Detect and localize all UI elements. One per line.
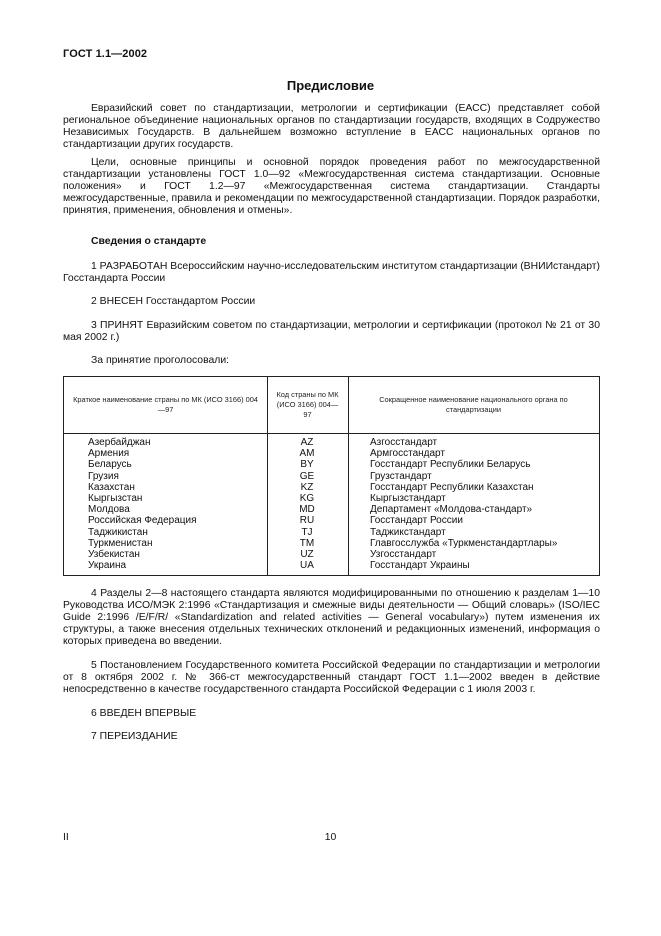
- org-cell: Госстандарт Украины: [370, 560, 470, 572]
- code-cell: BY: [300, 459, 314, 471]
- item-first-introduced: 6 ВВЕДЕН ВПЕРВЫЕ: [91, 708, 197, 719]
- item-modified: 4 Разделы 2—8 настоящего стандарта являются модифицированными по отношению к разделам 1—10 Руководства ИСО/МЭК 2:1996 «Стандартизация и смежные виды деятельности — Общий словарь» (ISO/IEC Guide 2:1996 /E/F/R/ «Standardization and related activities — General vocabulary») путем изменения их структуры, а также внесения отдельных технических отклонений и редакционных изменений, информация о которых приведена во введении.: [63, 588, 600, 648]
- country-cell: Туркменистан: [88, 537, 153, 549]
- country-cell: Казахстан: [88, 481, 135, 493]
- intro-paragraph-2: Цели, основные принципы и основной порядок проведения работ по межгосударственной стандартизации установлены ГОСТ 1.0—92 «Межгосударственная система стандартизации. Основные положения» и ГОСТ 1.2—97 «Межгосударственная система стандартизации. Стандарты межгосударственные, правила и рекомендации по межгосударственной стандартизации. Порядок разработки, принятия, применения, обновления и отмены».: [63, 157, 600, 217]
- item-enacted: 5 Постановлением Государственного комитета Российской Федерации по стандартизации и метрологии от 8 октября 2002 г. № 366-ст межгосударственный стандарт ГОСТ 1.1—2002 введен в действие непосредственно в качестве государственного стандарта Российской Федерации с 1 июля 2003 г.: [63, 660, 600, 696]
- org-cell: Армгосстандарт: [370, 448, 445, 460]
- code-cell: TM: [299, 537, 315, 549]
- item-adopted: 3 ПРИНЯТ Евразийским советом по стандартизации, метрологии и сертификации (протокол № 21 от 30 мая 2002 г.): [63, 320, 600, 344]
- code-cell: KZ: [300, 481, 314, 493]
- intro-paragraph-1: Евразийский совет по стандартизации, метрологии и сертификации (ЕАСС) представляет собой региональное объединение национальных органов по стандартизации государств, входящих в Содружество Независимых Государств. В дальнейшем возможно вступление в ЕАСС национальных органов по стандартизации других государств.: [63, 103, 600, 151]
- code-cell: MD: [299, 504, 315, 516]
- table-header-country: Краткое наименование страны по МК (ИСО 3166) 004—97: [73, 395, 258, 414]
- country-cell: Российская Федерация: [88, 515, 197, 527]
- country-cell: Узбекистан: [88, 548, 140, 560]
- country-cell: Грузия: [88, 470, 119, 482]
- code-cell: GE: [299, 470, 315, 482]
- item-reissue: 7 ПЕРЕИЗДАНИЕ: [91, 731, 178, 742]
- table-header-code: Код страны по МК (ИСО 3166) 004—97: [276, 390, 339, 419]
- country-cell: Молдова: [88, 504, 130, 516]
- code-cell: UA: [300, 560, 314, 572]
- country-cell: Таджикистан: [88, 526, 148, 538]
- table-header-divider: [64, 433, 599, 434]
- org-cell: Департамент «Молдова-стандарт»: [370, 504, 533, 516]
- country-column: [88, 437, 258, 571]
- document-header: ГОСТ 1.1—2002: [63, 48, 148, 60]
- item-introduced: 2 ВНЕСЕН Госстандартом России: [91, 296, 256, 307]
- code-cell: KG: [299, 492, 315, 504]
- country-cell: Кыргызстан: [88, 492, 143, 504]
- table-header-org: Сокращенное наименование национального органа по стандартизации: [379, 395, 568, 414]
- org-column: [370, 437, 598, 571]
- org-cell: Госстандарт России: [370, 515, 463, 527]
- org-cell: Кыргызстандарт: [370, 492, 446, 504]
- country-cell: Азербайджан: [88, 437, 151, 448]
- country-cell: Украина: [88, 560, 127, 572]
- code-cell: AZ: [300, 437, 314, 448]
- code-cell: TJ: [301, 526, 313, 538]
- org-cell: Госстандарт Республики Беларусь: [370, 459, 531, 471]
- org-cell: Грузстандарт: [370, 470, 432, 482]
- code-cell: UZ: [300, 548, 314, 560]
- code-column: [267, 437, 347, 571]
- org-cell: Таджикстандарт: [370, 526, 446, 538]
- country-cell: Беларусь: [88, 459, 132, 471]
- voting-table: [63, 376, 600, 576]
- voted-label: За принятие проголосовали:: [91, 355, 230, 366]
- page-title: Предисловие: [286, 78, 375, 93]
- org-cell: Узгосстандарт: [370, 548, 437, 560]
- footer-roman-page: II: [63, 832, 69, 843]
- section-subtitle: Сведения о стандарте: [91, 236, 207, 247]
- code-cell: RU: [299, 515, 315, 527]
- page-number: 10: [324, 832, 337, 843]
- code-cell: AM: [299, 448, 315, 460]
- org-cell: Азгосстандарт: [370, 437, 438, 448]
- item-developed: 1 РАЗРАБОТАН Всероссийским научно-исследовательским институтом стандартизации (ВНИИстандарт) Госстандарта России: [63, 261, 600, 285]
- country-cell: Армения: [88, 448, 130, 460]
- org-cell: Госстандарт Республики Казахстан: [370, 481, 534, 493]
- org-cell: Главгосслужба «Туркменстандартлары»: [370, 537, 558, 549]
